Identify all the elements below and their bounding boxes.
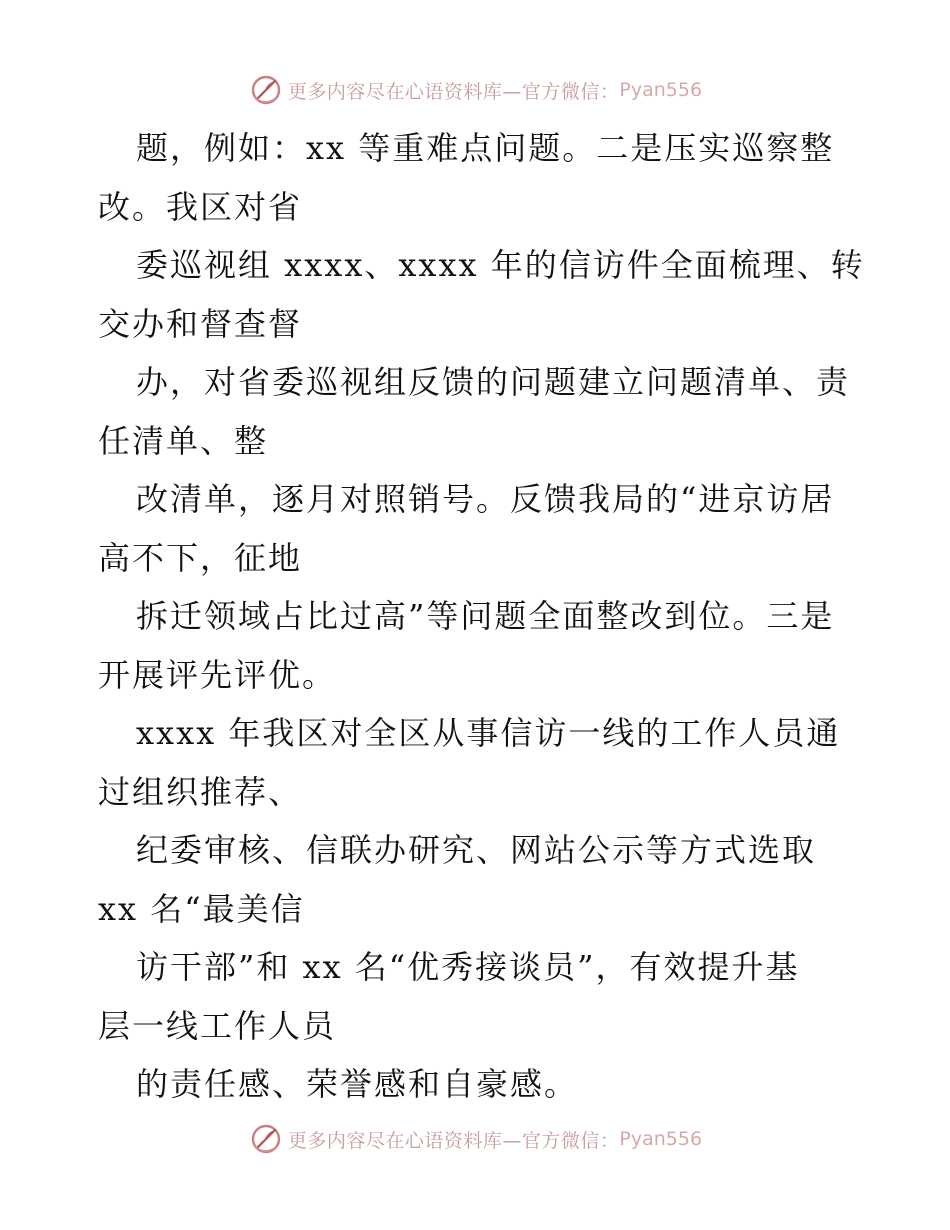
text-line: 交办和督查督	[98, 304, 303, 343]
watermark-brand: Pyan556	[619, 79, 703, 101]
text-line: 题，例如：xx 等重难点问题。二是压实巡察整	[136, 129, 835, 167]
quill-logo-icon	[248, 1121, 284, 1157]
footer-watermark	[0, 1119, 950, 1159]
quill-logo-icon	[248, 72, 284, 108]
text-line: 过组织推荐、	[98, 772, 303, 811]
watermark-text: 更多内容尽在心语资料库—官方微信：	[287, 1129, 620, 1152]
text-line: xx 名“最美信	[98, 889, 305, 928]
text-line: 的责任感、荣誉感和自豪感。	[136, 1065, 579, 1103]
text-line: 层一线工作人员	[98, 1006, 337, 1045]
text-line: xxxx 年我区对全区从事信访一线的工作人员通	[136, 714, 841, 752]
text-line: 访干部”和 xx 名“优秀接谈员”，有效提升基	[136, 948, 800, 986]
text-line: 纪委审核、信联办研究、网站公示等方式选取	[136, 831, 817, 869]
watermark-brand: Pyan556	[619, 1128, 703, 1150]
watermark-text: 更多内容尽在心语资料库—官方微信：	[287, 80, 620, 103]
text-line: 改。我区对省	[98, 187, 303, 226]
document-body	[98, 119, 865, 1114]
text-line: 任清单、整	[98, 421, 269, 460]
header-watermark	[0, 70, 950, 110]
text-line: 办，对省委巡视组反馈的问题建立问题清单、责	[136, 363, 851, 401]
text-line: 开展评先评优。	[98, 655, 337, 694]
text-line: 委巡视组 xxxx、xxxx 年的信访件全面梳理、转	[136, 246, 865, 284]
text-line: 高不下，征地	[98, 538, 303, 577]
text-line: 拆迁领域占比过高”等问题全面整改到位。三是	[136, 597, 835, 635]
text-line: 改清单，逐月对照销号。反馈我局的“进京访居	[136, 480, 835, 518]
